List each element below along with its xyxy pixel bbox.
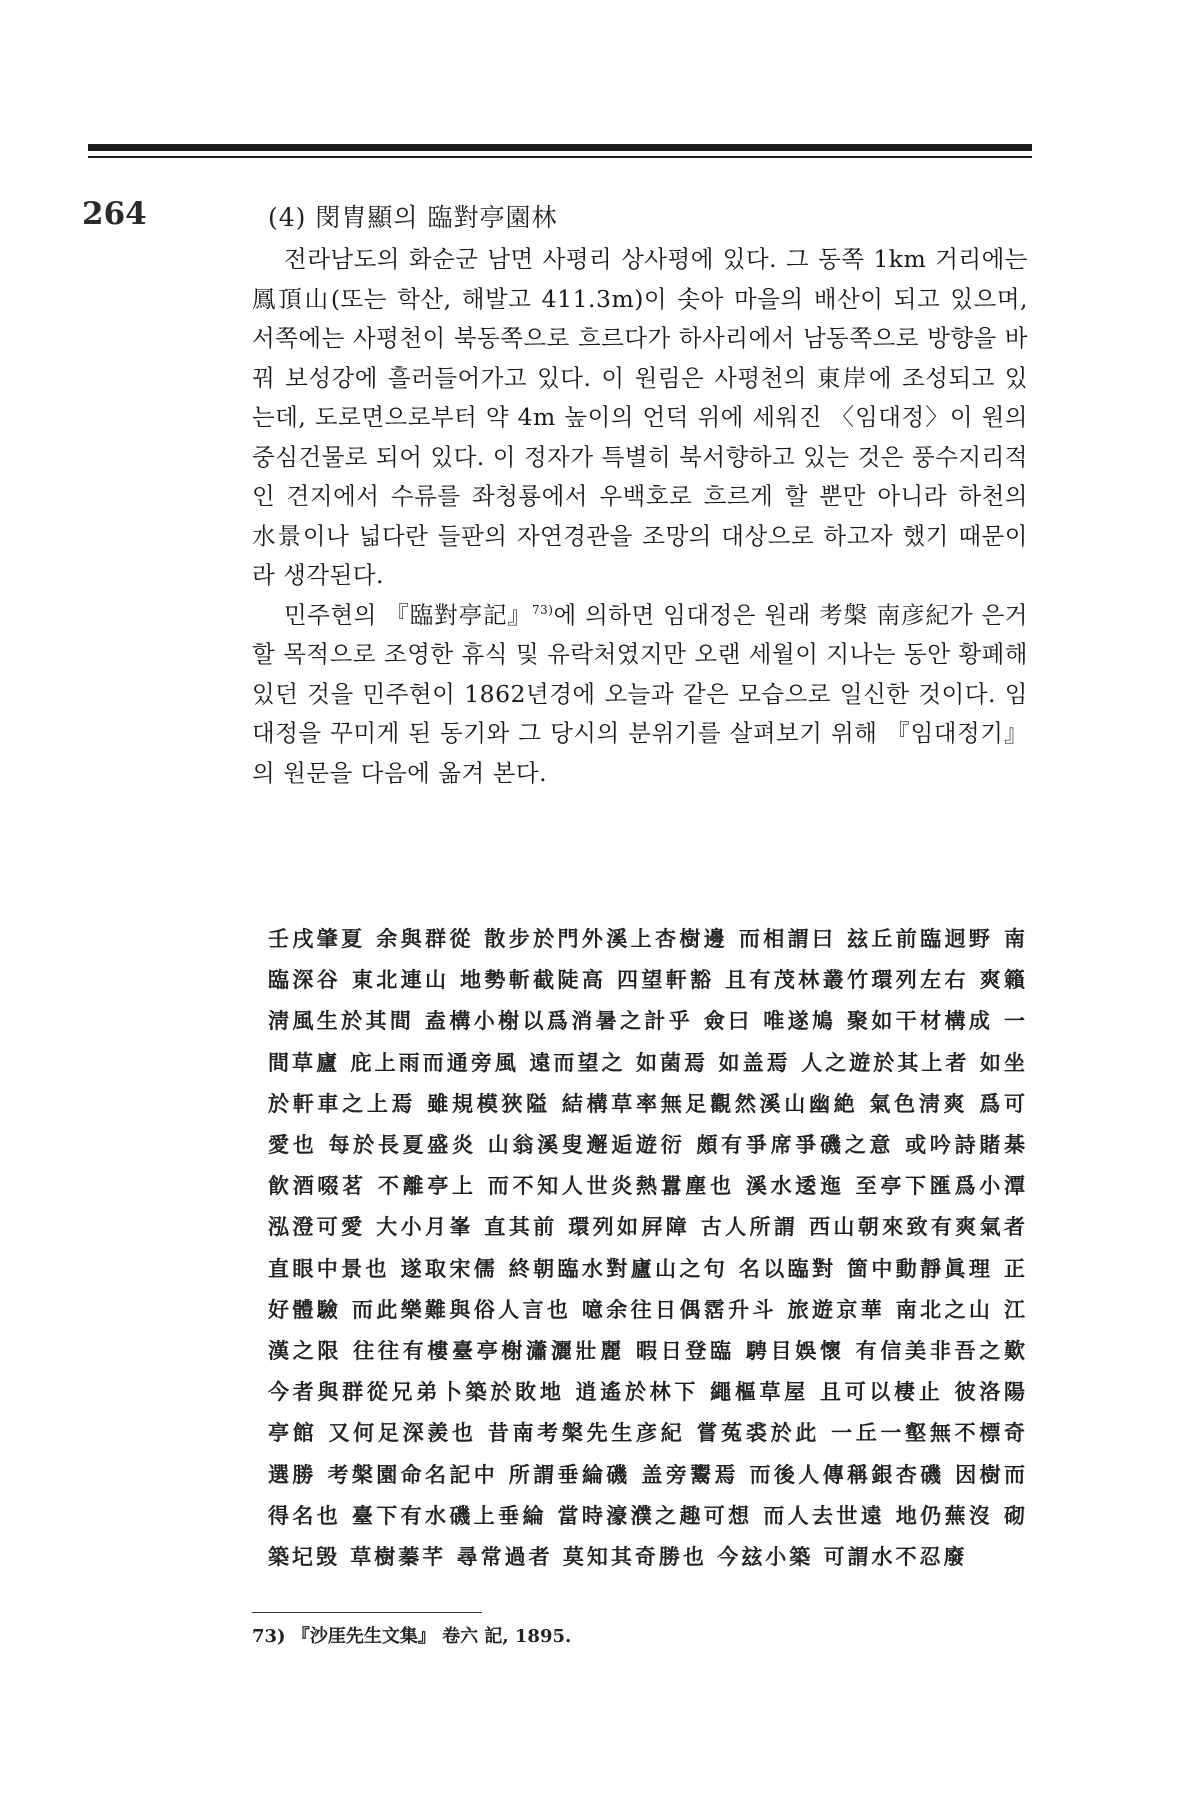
paragraph-2 bbox=[252, 596, 1028, 794]
paragraph-2-start: 민주현의 『臨對亭記』 bbox=[284, 600, 533, 629]
body-text bbox=[252, 240, 1028, 793]
header-rule-thin bbox=[88, 156, 1032, 158]
footnote-reference: 73) bbox=[532, 602, 554, 617]
footnote: 73) 『沙厓先生文集』 卷六 記, 1895. bbox=[252, 1626, 572, 1647]
classical-chinese-quotation: 壬戌肇夏 余與群從 散步於門外溪上杏樹邊 而相謂曰 玆丘前臨迥野 南臨深谷 東北連山 地勢斬截陡高 四望軒豁 且有茂林叢竹環列左右 爽籟淸風生於其間 盍構小榭以爲消暑之計乎 僉曰 唯遂鳩 聚如干材構成 一間草廬 庇上雨而通旁風 遠而望之 如菌焉 如盖焉 人之遊於其上者 如坐於軒車之上焉 雖規模狹隘 結構草率無足觀然溪山幽絶 氣色淸爽 爲可愛也 每於長夏盛炎 山翁溪叟邂逅遊衍 頗有爭席爭磯之意 或吟詩賭棊飮酒啜茗 不離亭上 而不知人世炎熱囂塵也 溪水逶迤 至亭下匯爲小潭 泓澄可愛 大小月峯 直其前 環列如屛障 古人所謂 西山朝來致有爽氣者 直眼中景也 遂取宋儒 終朝臨水對廬山之句 名以臨對 箇中動靜眞理 正好體驗 而此樂難與俗人言也 噫余往日偶霑升斗 旅遊京華 南北之山 江漢之限 往往有樓臺亭榭瀟灑壯麗 暇日登臨 騁目娛懷 有信美非吾之歎 今者與群從兄弟卜築於敗地 逍遙於林下 繩樞草屋 且可以棲止 彼洛陽亭館 又何足深羨也 昔南考槃先生彦紀 嘗菟裘於此 一丘一壑無不標奇選勝 考槃園命名記中 所謂垂綸磯 盖旁鬻焉 而後人傳稱銀杏磯 因樹而得名也 臺下有水磯上垂綸 當時濠濮之趣可想 而人去世遠 地仍蕪沒 砌築圮毁 草樹蓁芊 尋常過者 莫知其奇勝也 今玆小築 可謂水不忍廢 bbox=[268, 926, 1028, 1570]
page-number: 264 bbox=[82, 196, 147, 232]
paragraph-1: 전라남도의 화순군 남면 사평리 상사평에 있다. 그 동쪽 1km 거리에는 鳳頂山(또는 학산, 해발고 411.3m)이 솟아 마을의 배산이 되고 있으며, 서쪽에는 사평천이 북동쪽으로 흐르다가 하사리에서 남동쪽으로 방향을 바꿔 보성강에 흘러들어가고 있다. 이 원림은 사평천의 東岸에 조성되고 있는데, 도로면으로부터 약 4m 높이의 언덕 위에 세워진 〈임대정〉이 원의 중심건물로 되어 있다. 이 정자가 특별히 북서향하고 있는 것은 풍수지리적인 견지에서 수류를 좌청룡에서 우백호로 흐르게 할 뿐만 아니라 하천의 水景이나 넓다란 들판의 자연경관을 조망의 대상으로 하고자 했기 때문이라 생각된다. bbox=[252, 245, 1028, 589]
section-heading: (4) 閔胄顯의 臨對亭園林 bbox=[268, 203, 558, 232]
header-rule-thick bbox=[88, 144, 1032, 151]
paragraph-2-rest: 에 의하면 임대정은 원래 考槃 南彦紀가 은거할 목적으로 조영한 휴식 및 유락처였지만 오랜 세월이 지나는 동안 황폐해 있던 것을 민주현이 1862년경에 오늘과 같은 모습으로 일신한 것이다. 임대정을 꾸미게 된 동기와 그 당시의 분위기를 살펴보기 위해 『임대정기』의 원문을 다음에 옮겨 본다. bbox=[252, 600, 1028, 787]
footnote-divider bbox=[252, 1612, 482, 1613]
